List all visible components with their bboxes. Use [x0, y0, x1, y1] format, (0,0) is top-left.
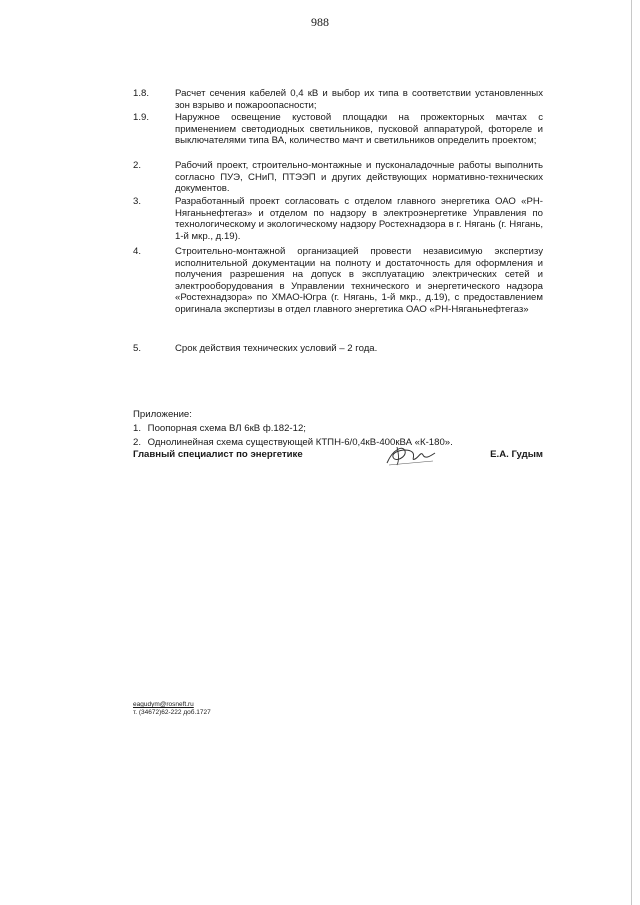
item-text: Рабочий проект, строительно-монтажные и пусконаладочные работы выполнить согласно ПУЭ, СНиП, ПТЭЭП и других действующих нормативно-технических документов. — [175, 160, 543, 195]
contact-phone: т. (34672)62-222 доб.1727 — [133, 708, 211, 716]
item-text: Разработанный проект согласовать с отделом главного энергетика ОАО «РН-Няганьнефтегаз» и отделом по надзору в электроэнергетике Управления по технологическому и экологическому надзору Ростехнадзора в г. Нягань (г. Нягань, 1-й мкр., д.19). — [175, 196, 543, 242]
contact-email: eagudym@rosneft.ru — [133, 701, 194, 708]
page-number: 988 — [311, 15, 329, 29]
item-text: Строительно-монтажной организацией провести независимую экспертизу исполнительной документации на полноту и достаточность для оформления и получения разрешения на допуск в эксплуатацию электрических сетей и электрооборудования в Управлении технического и энергетического надзора «Ростехнадзора» по ХМАО-Югра (г. Нягань, 1-й мкр., д.19), с предоставлением оригинала экспертизы в отдел главного энергетика ОАО «РН-Няганьнефтегаз» — [175, 246, 543, 315]
appendix-entry-number: 2. — [133, 437, 142, 448]
signatory-name: Е.А. Гудым — [490, 449, 543, 460]
contact-info — [133, 701, 211, 717]
list-item-1-8 — [133, 88, 543, 111]
appendix-heading: Приложение: — [133, 409, 192, 420]
appendix — [133, 408, 553, 450]
item-number: 1.8. — [133, 88, 150, 99]
signatory-title: Главный специалист по энергетике — [133, 449, 303, 460]
scan-edge-line — [631, 0, 632, 905]
item-text: Наружное освещение кустовой площадки на прожекторных мачтах с применением светодиодных светильников, пусковой аппаратурой, фотореле и выключателями типа ВА, количество мачт и светильников определить проектом; — [175, 112, 543, 147]
item-number: 1.9. — [133, 112, 150, 123]
list-item-3 — [133, 196, 543, 242]
item-number: 5. — [133, 343, 142, 354]
list-item-1-9 — [133, 112, 543, 147]
item-text: Расчет сечения кабелей 0,4 кВ и выбор их типа в соответствии установленных зон взрыво и пожароопасности; — [175, 88, 543, 111]
list-item-2 — [133, 160, 543, 195]
item-text: Срок действия технических условий – 2 года. — [175, 343, 378, 354]
item-number: 4. — [133, 246, 142, 257]
appendix-entry-text: Однолинейная схема существующей КТПН-6/0,4кВ-400кВА «К-180». — [147, 437, 453, 448]
handwritten-signature — [383, 441, 439, 469]
appendix-entry — [133, 422, 553, 436]
item-number: 3. — [133, 196, 142, 207]
signature-block — [133, 447, 543, 471]
appendix-entry-number: 1. — [133, 423, 142, 434]
list-item-4 — [133, 246, 543, 316]
list-item-5 — [133, 343, 543, 355]
appendix-entry-text: Поопорная схема ВЛ 6кВ ф.182-12; — [147, 423, 306, 434]
item-number: 2. — [133, 160, 142, 171]
